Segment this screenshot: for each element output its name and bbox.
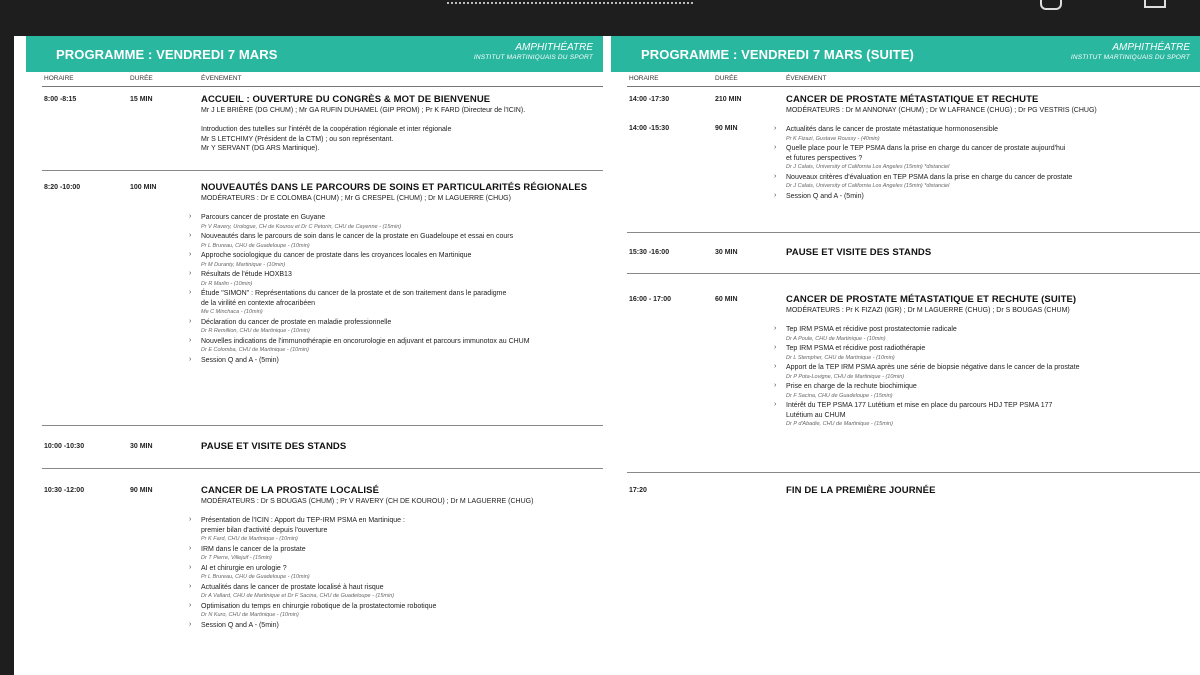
item-title: Quelle place pour le TEP PSMA dans la prise en charge du cancer de prostate aujourd'hui bbox=[786, 145, 1066, 152]
session-title: ACCUEIL : OUVERTURE DU CONGRÈS & MOT DE BIENVENUE bbox=[201, 94, 491, 105]
program-title: PROGRAMME : VENDREDI 7 MARS (SUITE) bbox=[641, 47, 914, 62]
item-title-cont: premier bilan d'activité depuis l'ouverture bbox=[201, 526, 328, 534]
chevron-right-icon: › bbox=[189, 601, 192, 609]
chevron-right-icon: › bbox=[189, 232, 192, 239]
item-title: Session Q and A - (5min) bbox=[786, 192, 864, 200]
header-evenement: ÉVENEMENT bbox=[786, 75, 827, 82]
item-title: Nouvelles indications de l'immunothérapie en oncorurologie en adjuvant et parcours immunotox au CHUM bbox=[201, 337, 530, 345]
subsession-time: 14:00 -15:30 bbox=[629, 125, 670, 132]
session-duration: 100 MIN bbox=[130, 184, 157, 191]
session-title: PAUSE ET VISITE DES STANDS bbox=[201, 441, 347, 452]
item-speaker: Dr A Poule, CHU de Martinique - (10min) bbox=[786, 335, 886, 342]
session-time: 14:00 -17:30 bbox=[629, 96, 670, 103]
agenda-item bbox=[774, 344, 1192, 363]
item-title: Intérêt du TEP PSMA 177 Lutétium et mise en place du parcours HDJ TEP PSMA 177 bbox=[786, 402, 1053, 409]
item-title: IRM dans le cancer de la prostate bbox=[201, 545, 306, 553]
item-title: Session Q and A - (5min) bbox=[201, 621, 279, 629]
chevron-right-icon: › bbox=[189, 563, 192, 571]
item-title: Parcours cancer de prostate en Guyane bbox=[201, 214, 326, 221]
item-title-cont: Lutétium au CHUM bbox=[786, 411, 846, 419]
item-speaker: Dr F Sacina, CHU de Guadeloupe - (15min) bbox=[786, 392, 893, 399]
session-title: PAUSE ET VISITE DES STANDS bbox=[786, 247, 932, 258]
item-title: Actualités dans le cancer de prostate localisé à haut risque bbox=[201, 583, 384, 591]
session-moderators: MODÉRATEURS : Dr S BOUGAS (CHUM) ; Pr V RAVERY (CH DE KOUROU) ; Dr M LAGUERRE (CHUG) bbox=[201, 498, 534, 505]
column-headers bbox=[26, 72, 603, 86]
session-time: 8:20 -10:00 bbox=[44, 184, 81, 191]
session-duration: 15 MIN bbox=[130, 96, 153, 103]
header-duree: DURÉE bbox=[715, 75, 738, 82]
item-speaker: Dr R Marlin - (10min) bbox=[201, 280, 253, 287]
chevron-right-icon: › bbox=[189, 213, 192, 220]
item-title: Résultats de l'étude HOXB13 bbox=[201, 271, 292, 278]
agenda-item bbox=[189, 516, 595, 545]
window-control-icon[interactable] bbox=[1040, 0, 1062, 10]
chevron-right-icon: › bbox=[774, 382, 777, 389]
item-title: Tep IRM PSMA et récidive post prostatectomie radicale bbox=[786, 326, 957, 333]
item-title: Approche sociologique du cancer de prostate dans les croyances locales en Martinique bbox=[201, 252, 472, 259]
chevron-right-icon: › bbox=[189, 620, 192, 628]
dotted-line-decoration bbox=[447, 0, 693, 4]
chevron-right-icon: › bbox=[189, 544, 192, 552]
agenda-item bbox=[189, 620, 595, 631]
item-title: Apport de la TEP IRM PSMA après une série de biopsie négative dans le cancer de la prostate bbox=[786, 364, 1080, 371]
agenda-item bbox=[774, 172, 1192, 192]
session-pause bbox=[26, 426, 603, 468]
session-moderators: MODÉRATEURS : Dr E COLOMBA (CHUM) ; Mr G CRESPEL (CHUM) ; Dr M LAGUERRE (CHUG) bbox=[201, 195, 511, 202]
item-speaker: Dr N Kuro, CHU de Martinique - (10min) bbox=[201, 612, 299, 618]
session-duration: 30 MIN bbox=[130, 443, 153, 450]
chevron-right-icon: › bbox=[189, 336, 192, 344]
item-title: Prise en charge de la rechute biochimique bbox=[786, 383, 917, 390]
subsession-duration: 90 MIN bbox=[715, 125, 738, 132]
item-speaker: Dr J Calais, University of California Los Angeles (15min) *distanciel bbox=[786, 164, 950, 170]
agenda-item bbox=[189, 317, 595, 337]
item-speaker: Dr E Colomba, CHU de Martinique - (10min) bbox=[201, 347, 309, 353]
chevron-right-icon: › bbox=[774, 172, 777, 180]
session-duration: 210 MIN bbox=[715, 96, 742, 103]
session-speakers: Mr J LE BRIÈRE (DG CHUM) ; Mr GA RUFIN DUHAMEL (GIP PROM) ; Pr K FARD (Directeur de l'ICIN). bbox=[201, 107, 526, 114]
session-title: NOUVEAUTÉS DANS LE PARCOURS DE SOINS ET PARTICULARITÉS RÉGIONALES bbox=[201, 182, 588, 193]
session-duration: 30 MIN bbox=[715, 249, 738, 256]
venue-label bbox=[474, 42, 593, 61]
agenda-item bbox=[189, 213, 595, 232]
chevron-right-icon: › bbox=[189, 516, 192, 523]
program-document bbox=[14, 36, 1200, 675]
header-duree: DURÉE bbox=[130, 75, 153, 82]
item-title: Actualités dans le cancer de prostate métastatique hormonosensible bbox=[786, 126, 999, 133]
item-speaker: Dr P d'Abadie, CHU de Martinique - (15min) bbox=[786, 421, 893, 427]
session-fin bbox=[611, 473, 1200, 513]
viewer-top-bar bbox=[0, 0, 1200, 36]
item-speaker: Pr M Duranty, Martinique - (10min) bbox=[201, 261, 286, 268]
agenda-item bbox=[189, 270, 595, 289]
item-speaker: Dr R Remillion, CHU de Martinique - (10min) bbox=[201, 328, 310, 334]
session-duration: 60 MIN bbox=[715, 296, 738, 303]
chevron-right-icon: › bbox=[189, 270, 192, 277]
chevron-right-icon: › bbox=[189, 251, 192, 258]
session-title: CANCER DE PROSTATE MÉTASTATIQUE ET RECHUTE (SUITE) bbox=[786, 294, 1077, 305]
chevron-right-icon: › bbox=[774, 401, 777, 408]
venue-name: AMPHITHÉATRE bbox=[515, 42, 593, 53]
session-moderators: MODÉRATEURS : Dr M ANNONAY (CHUM) ; Dr W LAFRANCE (CHUG) ; Dr PG VESTRIS (CHUG) bbox=[786, 107, 1097, 114]
session-metastatique-suite bbox=[611, 274, 1200, 472]
item-speaker: Pr K Fizazi, Gustave Roussy - (40min) bbox=[786, 135, 880, 142]
item-speaker: Dr P Pota-Lovigne, CHU de Martinique - (10min) bbox=[786, 373, 905, 380]
item-title: Optimisation du temps en chirurgie robotique de la prostatectomie robotique bbox=[201, 602, 437, 610]
agenda-item bbox=[189, 232, 595, 251]
agenda-item bbox=[774, 363, 1192, 382]
chevron-right-icon: › bbox=[774, 325, 777, 332]
item-title: Nouveaux critères d'évaluation en TEP PSMA dans la prise en charge du cancer de prostate bbox=[786, 173, 1073, 181]
item-title: Déclaration du cancer de prostate en maladie professionnelle bbox=[201, 318, 392, 326]
session-accueil bbox=[26, 87, 603, 170]
agenda-item bbox=[189, 336, 595, 356]
session-time: 8:00 -8:15 bbox=[44, 96, 77, 103]
agenda-item bbox=[189, 355, 595, 366]
session-time: 15:30 -16:00 bbox=[629, 249, 670, 256]
window-control-icon[interactable] bbox=[1144, 0, 1166, 8]
agenda-item bbox=[189, 582, 595, 602]
header-evenement: ÉVENEMENT bbox=[201, 75, 242, 82]
item-title-cont: de la virilité en contexte afrocaribéen bbox=[201, 299, 316, 307]
header-horaire: HORAIRE bbox=[44, 75, 74, 82]
agenda-item bbox=[774, 401, 1192, 430]
chevron-right-icon: › bbox=[774, 125, 777, 132]
session-duration: 90 MIN bbox=[130, 487, 153, 494]
session-moderators: MODÉRATEURS : Pr K FIZAZI (IGR) ; Dr M LAGUERRE (CHUG) ; Dr S BOUGAS (CHUM) bbox=[786, 307, 1070, 314]
chevron-right-icon: › bbox=[189, 317, 192, 325]
chevron-right-icon: › bbox=[189, 289, 192, 296]
session-title: FIN DE LA PREMIÈRE JOURNÉE bbox=[786, 485, 936, 496]
column-headers bbox=[611, 72, 1200, 86]
chevron-right-icon: › bbox=[774, 344, 777, 351]
item-speaker: Me C Minchaca - (10min) bbox=[201, 309, 263, 315]
item-speaker: Dr A Vallard, CHU de Martinique et Dr F Sacina, CHU de Guadeloupe - (15min) bbox=[201, 593, 395, 599]
agenda-item bbox=[189, 544, 595, 564]
session-time: 17:20 bbox=[629, 487, 647, 494]
item-speaker: Pr L Brureau, CHU de Guadeloupe - (10min) bbox=[201, 574, 310, 580]
agenda-item bbox=[189, 563, 595, 583]
session-localise bbox=[26, 469, 603, 669]
item-title-cont: et futures perspectives ? bbox=[786, 154, 863, 162]
agenda-item bbox=[774, 125, 1192, 144]
item-speaker: Pr K Fard, CHU de Martinique - (10min) bbox=[201, 536, 298, 542]
session-pause bbox=[611, 233, 1200, 273]
item-speaker: Pr V Ravery, Urologue, CH de Kourou et Dr C Petorin, CHU de Cayenne - (15min) bbox=[201, 223, 402, 230]
venue-institute: INSTITUT MARTINIQUAIS DU SPORT bbox=[1070, 54, 1190, 61]
item-title: AI et chirurgie en urologie ? bbox=[201, 564, 287, 572]
session-title: CANCER DE PROSTATE MÉTASTATIQUE ET RECHUTE bbox=[786, 94, 1039, 105]
agenda-item bbox=[774, 382, 1192, 401]
venue-label bbox=[1071, 42, 1190, 61]
session-time: 10:30 -12:00 bbox=[44, 487, 85, 494]
item-speaker: Pr L Brureau, CHU de Guadeloupe - (10min) bbox=[201, 242, 310, 249]
session-time: 16:00 - 17:00 bbox=[629, 296, 672, 303]
program-title: PROGRAMME : VENDREDI 7 MARS bbox=[56, 47, 278, 62]
chevron-right-icon: › bbox=[774, 191, 777, 199]
item-title: Session Q and A - (5min) bbox=[201, 356, 279, 364]
agenda-item bbox=[189, 601, 595, 621]
session-title: CANCER DE LA PROSTATE LOCALISÉ bbox=[201, 485, 380, 496]
agenda-item bbox=[774, 325, 1192, 344]
venue-institute: INSTITUT MARTINIQUAIS DU SPORT bbox=[473, 54, 593, 61]
program-column-right bbox=[611, 36, 1200, 513]
agenda-item bbox=[774, 144, 1192, 173]
chevron-right-icon: › bbox=[774, 363, 777, 370]
session-text: Introduction des tutelles sur l'intérêt de la coopération régionale et inter régionale bbox=[201, 126, 452, 133]
chevron-right-icon: › bbox=[774, 144, 777, 151]
program-banner bbox=[26, 36, 603, 72]
item-speaker: Dr J Calais, University of California Los Angeles (15min) *distanciel bbox=[786, 183, 950, 189]
session-nouveautes bbox=[26, 171, 603, 425]
session-metastatique bbox=[611, 87, 1200, 232]
chevron-right-icon: › bbox=[189, 582, 192, 590]
item-title: Tep IRM PSMA et récidive post radiothérapie bbox=[786, 345, 926, 352]
item-title: Présentation de l'ICIN : Apport du TEP-IRM PSMA en Martinique : bbox=[201, 517, 405, 524]
item-title: Nouveautés dans le parcours de soin dans le cancer de la prostate en Guadeloupe et essai en cours bbox=[201, 233, 514, 240]
session-text: Mr S LETCHIMY (Président de la CTM) ; ou son représentant. bbox=[201, 135, 394, 143]
venue-name: AMPHITHÉATRE bbox=[1112, 42, 1190, 53]
session-time: 10:00 -10:30 bbox=[44, 443, 85, 450]
item-speaker: Dr T Pierre, Villejuif - (15min) bbox=[201, 555, 272, 561]
chevron-right-icon: › bbox=[189, 355, 192, 363]
item-title: Étude "SIMON" : Représentations du cancer de la prostate et de son traitement dans le paradigme bbox=[201, 290, 507, 297]
program-column-left bbox=[26, 36, 603, 669]
session-text: Mr Y SERVANT (DG ARS Martinique). bbox=[201, 145, 320, 152]
agenda-item bbox=[774, 191, 1192, 202]
program-banner bbox=[611, 36, 1200, 72]
agenda-item bbox=[189, 289, 595, 318]
item-speaker: Dr L Stempher, CHU de Martinique - (10min) bbox=[786, 354, 895, 361]
header-horaire: HORAIRE bbox=[629, 75, 659, 82]
agenda-item bbox=[189, 251, 595, 270]
